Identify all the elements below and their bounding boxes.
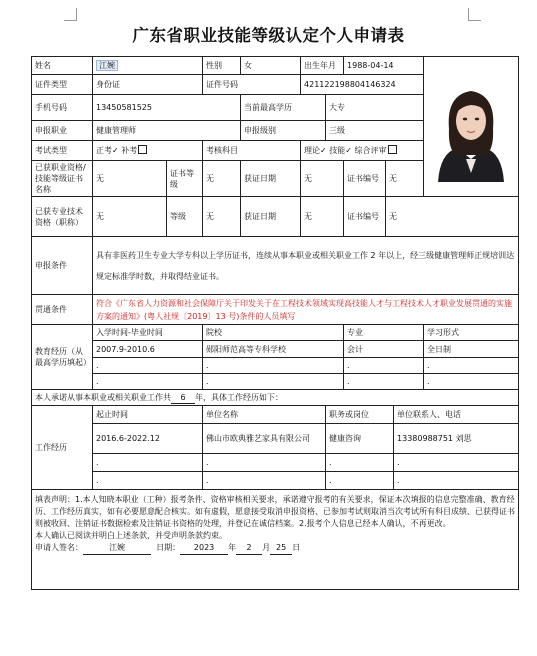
edu-row-1-period[interactable]: 2007.9-2010.6 (93, 341, 203, 358)
check-icon: ✓ (345, 146, 352, 155)
edu-row-1-mode[interactable]: 全日制 (424, 341, 519, 358)
apply-level-label: 申报级别 (241, 121, 326, 141)
name-label: 姓名 (32, 57, 93, 75)
exam-type-makeup[interactable]: 补考 (121, 146, 138, 155)
application-table (31, 56, 519, 590)
edu-row-3-mode[interactable]: . (424, 374, 519, 390)
edu-row-3-major[interactable]: . (344, 374, 424, 390)
checkbox-makeup[interactable] (138, 145, 147, 154)
conditions-label: 申报条件 (32, 237, 93, 295)
subject-theory[interactable]: 理论 (304, 146, 321, 155)
pro-title-label: 已获专业技术资格（职称） (32, 197, 93, 237)
cert-no-label: 证书编号 (344, 161, 386, 197)
education-value[interactable]: 大专 (326, 95, 424, 121)
work-row-1-contact[interactable]: 13380988751 刘思 (394, 424, 519, 454)
work-row-3-period[interactable]: . (93, 472, 203, 490)
edu-header-mode: 学习形式 (424, 325, 519, 341)
svg-text:证件照: 证件照 (424, 68, 428, 70)
work-row-3-contact[interactable]: . (394, 472, 519, 490)
date-day[interactable]: 25 (270, 542, 292, 555)
apply-job-value[interactable]: 健康管理师 (93, 121, 241, 141)
date-month[interactable]: 2 (236, 542, 262, 555)
edu-row-1-major[interactable]: 会计 (344, 341, 424, 358)
work-header-period: 起止时间 (93, 406, 203, 424)
id-type-value[interactable]: 身份证 (93, 75, 203, 95)
check-icon: ✓ (320, 146, 327, 155)
id-type-label: 证件类型 (32, 75, 93, 95)
work-row-2-period[interactable]: . (93, 454, 203, 472)
edu-history-label: 教育经历（从最高学历填起） (32, 325, 93, 390)
pro-level-value[interactable]: 无 (203, 197, 241, 237)
form-title: 广东省职业技能等级认定个人申请表 (132, 26, 405, 45)
declaration-block (32, 490, 519, 590)
pro-level-label: 等级 (167, 197, 203, 237)
pro-issue-date-value[interactable]: 无 (301, 197, 344, 237)
applicable-note: 符合《广东省人力资源和社会保障厅关于印发关于在工程技术领域实现高技能人才与工程技术人才职业发展贯通的实施方案的通知》(粤人社规〔2019〕13 号)条件的人员填写 (93, 295, 519, 325)
cert-held-value[interactable]: 无 (93, 161, 167, 197)
edu-row-2-school[interactable]: . (203, 358, 344, 374)
edu-row-1-school[interactable]: 郧阳师范高等专科学校 (203, 341, 344, 358)
signature-name[interactable]: 江婉 (83, 542, 151, 555)
edu-row-2-mode[interactable]: . (424, 358, 519, 374)
apply-job-label: 申报职业 (32, 121, 93, 141)
conditions-value[interactable]: 具有非医药卫生专业大学专科以上学历证书，连续从事本职业或相关职业工作 2 年以上，经三级健康管理师正规培训达规定标准学时数，并取得结业证书。 (93, 237, 519, 295)
checkbox-comprehensive[interactable] (388, 145, 397, 154)
applicant-photo (424, 69, 518, 182)
edu-row-2-major[interactable]: . (344, 358, 424, 374)
exam-subject-label: 考核科目 (203, 141, 301, 161)
years-value[interactable]: 6 (171, 392, 195, 404)
birth-value[interactable]: 1988-04-14 (344, 57, 424, 75)
apply-level-value[interactable]: 三级 (326, 121, 424, 141)
edu-header-school: 院校 (203, 325, 344, 341)
phone-label: 手机号码 (32, 95, 93, 121)
cert-no-value[interactable]: 无 (386, 161, 424, 197)
check-icon: ✓ (112, 146, 119, 155)
work-row-2-position[interactable]: . (326, 454, 394, 472)
cert-level-label: 证书等级 (167, 161, 203, 197)
subject-comprehensive[interactable]: 综合评审 (354, 146, 387, 155)
work-row-2-contact[interactable]: . (394, 454, 519, 472)
edu-header-period: 入学时间-毕业时间 (93, 325, 203, 341)
birth-label: 出生年月 (301, 57, 344, 75)
gender-value[interactable]: 女 (241, 57, 301, 75)
work-header-contact: 单位联系人、电话 (394, 406, 519, 424)
edu-row-2-period[interactable]: . (93, 358, 203, 374)
gender-label: 性别 (203, 57, 241, 75)
id-no-value[interactable]: 421122198804146324 (301, 75, 424, 95)
edu-header-major: 专业 (344, 325, 424, 341)
photo-cell (424, 57, 519, 197)
issue-date-value[interactable]: 无 (301, 161, 344, 197)
work-history-label: 工作经历 (32, 406, 93, 490)
crop-mark-right (468, 8, 481, 21)
exam-subject-options[interactable] (301, 141, 424, 161)
name-value[interactable]: 江婉 (93, 57, 203, 75)
subject-skill[interactable]: 技能 (329, 146, 346, 155)
exam-type-options[interactable] (93, 141, 203, 161)
pro-cert-no-label: 证书编号 (344, 197, 386, 237)
crop-mark-left (64, 8, 77, 21)
work-row-1-position[interactable]: 健康咨询 (326, 424, 394, 454)
work-header-company: 单位名称 (203, 406, 326, 424)
declaration-text: 填表声明：1.本人知晓本职业（工种）报考条件、资格审核相关要求，承诺遵守报考的有关要求，保证本次填报的信息完整准确、教育经历、工作经历真实，如有必要愿意配合核实。如有虚假，愿意接受取消申报资格、已参加考试则取消当次考试所有科目成绩、已获得证书则被收回、注销证书数据检索及注销证书资格的处理，并登记在诚信档案。2.报考个人信息已经本人确认，不再更改。 (35, 495, 515, 528)
cert-level-value[interactable]: 无 (203, 161, 241, 197)
work-header-position: 职务或岗位 (326, 406, 394, 424)
edu-row-3-period[interactable]: . (93, 374, 203, 390)
signature-line: 申请人签名： 江婉 日期： 2023 年 2 月 25 日 (35, 542, 515, 555)
work-row-1-period[interactable]: 2016.6-2022.12 (93, 424, 203, 454)
education-label: 当前最高学历 (241, 95, 326, 121)
exam-type-label: 考试类型 (32, 141, 93, 161)
work-row-2-company[interactable]: . (203, 454, 326, 472)
work-row-3-position[interactable]: . (326, 472, 394, 490)
work-row-3-company[interactable]: . (203, 472, 326, 490)
edu-row-3-school[interactable]: . (203, 374, 344, 390)
commitment-line: 本人承诺从事本职业或相关职业工作共 6 年，具体工作经历如下： (32, 390, 519, 406)
applicable-label: 贯通条件 (32, 295, 93, 325)
issue-date-label: 获证日期 (241, 161, 301, 197)
pro-issue-date-label: 获证日期 (241, 197, 301, 237)
phone-value[interactable]: 13450581525 (93, 95, 241, 121)
date-year[interactable]: 2023 (180, 542, 228, 555)
cert-held-label: 已获职业资格/技能等级证书名称 (32, 161, 93, 197)
declaration-confirm: 本人确认已阅读并明白上述条款，并受声明条款约束。 (35, 531, 227, 540)
id-no-label: 证件号码 (203, 75, 301, 95)
exam-type-normal[interactable]: 正考 (96, 146, 112, 155)
work-row-1-company[interactable]: 佛山市欧典雅艺家具有限公司 (203, 424, 326, 454)
pro-cert-no-value[interactable]: 无 (386, 197, 519, 237)
pro-title-value[interactable]: 无 (93, 197, 167, 237)
